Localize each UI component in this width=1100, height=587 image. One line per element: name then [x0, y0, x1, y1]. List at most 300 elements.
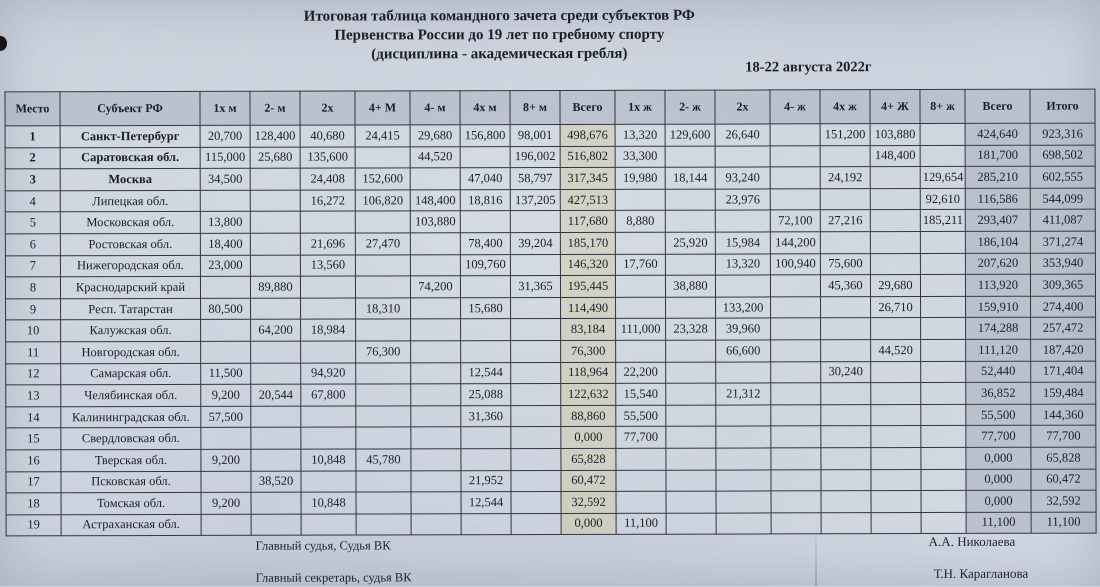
value-cell: 424,640 [965, 123, 1030, 145]
value-cell [411, 492, 461, 514]
value-cell [356, 362, 411, 384]
column-header: 4+ М [355, 91, 410, 125]
value-cell: 98,001 [510, 124, 560, 146]
value-cell: 159,484 [1031, 382, 1096, 404]
value-cell [511, 513, 561, 535]
value-cell [250, 168, 300, 190]
column-header: 4- ж [770, 90, 820, 124]
value-cell: 19,980 [615, 167, 665, 189]
region-cell: Респ. Татарстан [61, 298, 201, 320]
value-cell: 26,640 [715, 124, 770, 146]
value-cell [771, 318, 821, 340]
value-cell [301, 341, 356, 363]
value-cell: 30,240 [821, 361, 871, 383]
value-cell [200, 276, 250, 298]
value-cell [411, 341, 461, 363]
value-cell [355, 276, 410, 298]
value-cell: 25,920 [665, 232, 715, 254]
value-cell [716, 405, 771, 427]
value-cell: 152,600 [355, 168, 410, 190]
value-cell [511, 427, 561, 449]
value-cell: 72,100 [770, 210, 820, 232]
value-cell [356, 384, 411, 406]
region-cell: Новгородская обл. [61, 341, 201, 363]
value-cell: 9,200 [201, 492, 251, 514]
value-cell [716, 426, 771, 448]
value-cell [616, 491, 666, 513]
place-cell: 17 [6, 471, 61, 493]
place-cell: 18 [6, 493, 61, 515]
chief-secretary-label: Главный секретарь, судья ВК [255, 570, 412, 585]
value-cell: 0,000 [561, 513, 616, 535]
value-cell: 89,880 [250, 276, 300, 298]
value-cell [665, 189, 715, 211]
value-cell [251, 298, 301, 320]
value-cell: 13,560 [300, 255, 355, 277]
value-cell [921, 404, 966, 426]
value-cell: 137,205 [510, 189, 560, 211]
value-cell [411, 297, 461, 319]
value-cell [251, 363, 301, 385]
value-cell: 74,200 [410, 276, 460, 298]
value-cell [410, 254, 460, 276]
region-cell: Калининградская обл. [61, 406, 201, 428]
value-cell: 76,300 [561, 340, 616, 362]
value-cell: 18,984 [301, 319, 356, 341]
value-cell: 58,797 [510, 168, 560, 190]
value-cell [921, 318, 966, 340]
value-cell: 309,365 [1030, 274, 1095, 296]
column-header: 4х м [460, 91, 510, 125]
value-cell [821, 448, 871, 470]
value-cell [770, 275, 820, 297]
table-row [6, 317, 1096, 341]
place-cell: 7 [5, 255, 60, 277]
column-header: 1х м [200, 91, 250, 125]
value-cell: 106,820 [355, 190, 410, 212]
value-cell [771, 426, 821, 448]
value-cell: 26,710 [871, 296, 921, 318]
value-cell [411, 513, 461, 535]
value-cell: 94,920 [301, 363, 356, 385]
value-cell: 66,600 [716, 340, 771, 362]
value-cell [460, 276, 510, 298]
value-cell: 57,500 [201, 406, 251, 428]
place-cell: 11 [6, 342, 61, 364]
region-cell: Самарская обл. [61, 363, 201, 385]
value-cell [770, 189, 820, 211]
table-row [5, 145, 1095, 169]
column-header: 8+ ж [920, 89, 965, 123]
region-cell: Саратовская обл. [60, 147, 200, 169]
value-cell: 129,600 [665, 124, 715, 146]
value-cell: 17,760 [615, 254, 665, 276]
value-cell [821, 318, 871, 340]
value-cell: 371,274 [1030, 231, 1095, 253]
value-cell: 135,600 [300, 147, 355, 169]
value-cell [921, 383, 966, 405]
place-cell: 16 [6, 450, 61, 472]
value-cell [871, 404, 921, 426]
region-cell: Калужская обл. [61, 320, 201, 342]
value-cell: 78,400 [460, 233, 510, 255]
value-cell: 10,848 [301, 492, 356, 514]
value-cell [251, 492, 301, 514]
value-cell: 923,316 [1030, 123, 1095, 145]
value-cell [921, 339, 966, 361]
value-cell: 44,520 [410, 146, 460, 168]
value-cell: 11,100 [966, 512, 1031, 534]
value-cell: 55,500 [616, 405, 666, 427]
value-cell [716, 513, 771, 535]
value-cell: 18,310 [356, 298, 411, 320]
value-cell [300, 276, 355, 298]
column-header: Итого [1030, 89, 1095, 123]
column-header: 4х ж [820, 90, 870, 124]
value-cell [510, 211, 560, 233]
value-cell: 111,000 [616, 319, 666, 341]
value-cell [771, 297, 821, 319]
value-cell [410, 233, 460, 255]
place-cell: 14 [6, 406, 61, 428]
value-cell [665, 254, 715, 276]
value-cell [870, 253, 920, 275]
table-row [5, 123, 1095, 147]
value-cell [820, 145, 870, 167]
value-cell [821, 469, 871, 491]
event-dates: 18-22 августа 2022г [745, 59, 872, 76]
value-cell: 144,200 [770, 232, 820, 254]
value-cell [616, 470, 666, 492]
table-row [6, 447, 1096, 471]
value-cell [716, 491, 771, 513]
value-cell [251, 427, 301, 449]
value-cell: 22,200 [616, 362, 666, 384]
value-cell: 181,700 [965, 145, 1030, 167]
value-cell [921, 361, 966, 383]
title-line-3: (дисциплина - академическая гребля) [371, 45, 628, 63]
table-row [6, 361, 1096, 385]
value-cell: 116,586 [965, 188, 1030, 210]
value-cell [251, 341, 301, 363]
value-cell [301, 298, 356, 320]
value-cell: 40,680 [300, 125, 355, 147]
value-cell [666, 426, 716, 448]
value-cell: 544,099 [1030, 188, 1095, 210]
value-cell: 31,365 [510, 276, 560, 298]
value-cell: 92,610 [920, 188, 965, 210]
value-cell [771, 361, 821, 383]
value-cell [821, 383, 871, 405]
value-cell: 39,204 [510, 232, 560, 254]
value-cell: 32,592 [561, 491, 616, 513]
value-cell [771, 491, 821, 513]
value-cell: 64,200 [251, 319, 301, 341]
value-cell [871, 491, 921, 513]
value-cell [511, 492, 561, 514]
value-cell: 33,300 [615, 146, 665, 168]
value-cell: 196,002 [510, 146, 560, 168]
value-cell [251, 514, 301, 536]
value-cell: 11,500 [201, 363, 251, 385]
value-cell [666, 491, 716, 513]
value-cell [511, 362, 561, 384]
column-header: 2- м [250, 91, 300, 125]
value-cell [770, 167, 820, 189]
value-cell: 20,700 [200, 125, 250, 147]
value-cell: 11,100 [616, 513, 666, 535]
value-cell: 195,445 [560, 275, 615, 297]
region-cell: Челябинская обл. [61, 385, 201, 407]
value-cell: 13,320 [715, 253, 770, 275]
value-cell: 159,910 [966, 296, 1031, 318]
value-cell [770, 124, 820, 146]
title-line-1: Итоговая таблица командного зачета среди субъектов РФ [303, 7, 695, 25]
table-row [6, 339, 1096, 363]
value-cell [665, 210, 715, 232]
table-row [6, 404, 1096, 428]
value-cell [771, 340, 821, 362]
value-cell: 13,800 [200, 212, 250, 234]
value-cell [920, 253, 965, 275]
value-cell: 285,210 [965, 166, 1030, 188]
value-cell [921, 512, 966, 534]
value-cell: 156,800 [460, 125, 510, 147]
value-cell: 129,654 [920, 167, 965, 189]
column-header: 4+ Ж [870, 90, 920, 124]
value-cell: 23,976 [715, 189, 770, 211]
region-cell: Липецкая обл. [60, 190, 200, 212]
value-cell [411, 362, 461, 384]
value-cell [921, 491, 966, 513]
value-cell: 174,288 [966, 318, 1031, 340]
value-cell: 151,200 [820, 124, 870, 146]
value-cell [460, 211, 510, 233]
value-cell [921, 447, 966, 469]
value-cell: 25,680 [250, 147, 300, 169]
value-cell [356, 514, 411, 536]
value-cell [870, 167, 920, 189]
value-cell [871, 383, 921, 405]
value-cell: 113,920 [965, 274, 1030, 296]
value-cell: 15,680 [461, 297, 511, 319]
table-row [5, 166, 1095, 190]
value-cell: 15,540 [616, 383, 666, 405]
value-cell [355, 211, 410, 233]
value-cell: 39,960 [716, 318, 771, 340]
value-cell [410, 168, 460, 190]
value-cell: 77,700 [1031, 425, 1096, 447]
value-cell [511, 384, 561, 406]
value-cell [666, 340, 716, 362]
value-cell [461, 513, 511, 535]
value-cell: 187,420 [1031, 339, 1096, 361]
value-cell [871, 447, 921, 469]
value-cell: 24,192 [820, 167, 870, 189]
value-cell: 25,088 [461, 384, 511, 406]
table-row [6, 425, 1096, 449]
value-cell [821, 512, 871, 534]
value-cell [666, 513, 716, 535]
value-cell [250, 212, 300, 234]
value-cell: 55,500 [966, 404, 1031, 426]
region-cell: Нижегородская обл. [60, 255, 200, 277]
document-title [0, 6, 999, 66]
value-cell [411, 449, 461, 471]
place-cell: 10 [6, 320, 61, 342]
value-cell [716, 469, 771, 491]
value-cell: 317,345 [560, 168, 615, 190]
value-cell [716, 361, 771, 383]
chief-judge-label: Главный судья, Судья ВК [255, 538, 391, 553]
value-cell [511, 470, 561, 492]
value-cell [411, 427, 461, 449]
value-cell [920, 231, 965, 253]
value-cell [200, 190, 250, 212]
value-cell [870, 231, 920, 253]
value-cell [666, 405, 716, 427]
value-cell: 88,860 [561, 405, 616, 427]
table-row [5, 231, 1095, 255]
region-cell: Псковская обл. [61, 471, 201, 493]
value-cell: 13,320 [615, 124, 665, 146]
value-cell [461, 319, 511, 341]
value-cell [411, 470, 461, 492]
value-cell [300, 211, 355, 233]
value-cell: 10,848 [301, 449, 356, 471]
value-cell [511, 319, 561, 341]
value-cell [356, 406, 411, 428]
value-cell [616, 448, 666, 470]
value-cell: 111,120 [966, 339, 1031, 361]
value-cell [820, 188, 870, 210]
value-cell: 9,200 [201, 384, 251, 406]
value-cell: 186,104 [965, 231, 1030, 253]
value-cell [356, 427, 411, 449]
value-cell [615, 189, 665, 211]
value-cell [665, 146, 715, 168]
value-cell [616, 297, 666, 319]
column-header: 8+ м [510, 90, 560, 124]
value-cell: 133,200 [716, 297, 771, 319]
value-cell [461, 449, 511, 471]
column-header: Субъект РФ [60, 91, 200, 125]
value-cell: 117,680 [560, 211, 615, 233]
value-cell [770, 145, 820, 167]
value-cell [461, 341, 511, 363]
value-cell [821, 404, 871, 426]
value-cell: 76,300 [356, 341, 411, 363]
value-cell [871, 426, 921, 448]
value-cell [821, 491, 871, 513]
value-cell: 9,200 [201, 449, 251, 471]
value-cell: 24,408 [300, 168, 355, 190]
value-cell [616, 340, 666, 362]
place-cell: 4 [5, 191, 60, 213]
table-row [6, 512, 1096, 536]
value-cell [920, 123, 965, 145]
value-cell [251, 449, 301, 471]
value-cell: 698,502 [1030, 145, 1095, 167]
value-cell: 118,964 [561, 362, 616, 384]
value-cell [201, 471, 251, 493]
value-cell: 47,040 [460, 168, 510, 190]
value-cell [771, 405, 821, 427]
value-cell [511, 405, 561, 427]
place-cell: 2 [5, 147, 60, 169]
place-cell: 12 [6, 363, 61, 385]
value-cell [411, 384, 461, 406]
value-cell [201, 320, 251, 342]
value-cell: 15,984 [715, 232, 770, 254]
value-cell: 52,440 [966, 361, 1031, 383]
table-row [5, 209, 1095, 233]
value-cell: 11,100 [1031, 512, 1096, 534]
value-cell [771, 512, 821, 534]
value-cell: 44,520 [871, 339, 921, 361]
value-cell: 171,404 [1031, 361, 1096, 383]
value-cell: 31,360 [461, 405, 511, 427]
region-cell: Томская обл. [61, 493, 201, 515]
value-cell: 21,696 [300, 233, 355, 255]
value-cell: 18,816 [460, 189, 510, 211]
value-cell: 103,880 [870, 124, 920, 146]
results-table [4, 89, 1096, 537]
value-cell [411, 405, 461, 427]
value-cell: 21,312 [716, 383, 771, 405]
value-cell [460, 146, 510, 168]
table-row [6, 490, 1096, 514]
value-cell: 38,520 [251, 471, 301, 493]
region-cell: Тверская обл. [61, 449, 201, 471]
value-cell: 60,472 [561, 470, 616, 492]
value-cell [921, 296, 966, 318]
value-cell: 20,544 [251, 384, 301, 406]
value-cell: 516,802 [560, 146, 615, 168]
value-cell: 148,400 [870, 145, 920, 167]
value-cell: 128,400 [250, 125, 300, 147]
value-cell [715, 210, 770, 232]
results-table-body [5, 123, 1096, 536]
table-row [5, 188, 1095, 212]
value-cell [871, 469, 921, 491]
region-cell: Санкт-Петербург [60, 125, 200, 147]
value-cell: 65,828 [561, 448, 616, 470]
value-cell [615, 275, 665, 297]
value-cell: 185,170 [560, 232, 615, 254]
column-header: Всего [560, 90, 615, 124]
value-cell [301, 406, 356, 428]
table-row [5, 274, 1095, 298]
value-cell [921, 469, 966, 491]
column-header: 4- м [410, 91, 460, 125]
value-cell: 0,000 [966, 447, 1031, 469]
value-cell [356, 319, 411, 341]
value-cell: 0,000 [966, 490, 1031, 512]
value-cell: 21,952 [461, 470, 511, 492]
value-cell [356, 470, 411, 492]
table-row [6, 296, 1096, 320]
value-cell: 38,880 [665, 275, 715, 297]
value-cell: 602,555 [1030, 166, 1095, 188]
region-cell: Москва [60, 169, 200, 191]
value-cell [666, 362, 716, 384]
value-cell: 45,360 [820, 275, 870, 297]
value-cell [870, 188, 920, 210]
value-cell [511, 297, 561, 319]
column-header: 1х ж [615, 90, 665, 124]
table-row [5, 253, 1095, 277]
